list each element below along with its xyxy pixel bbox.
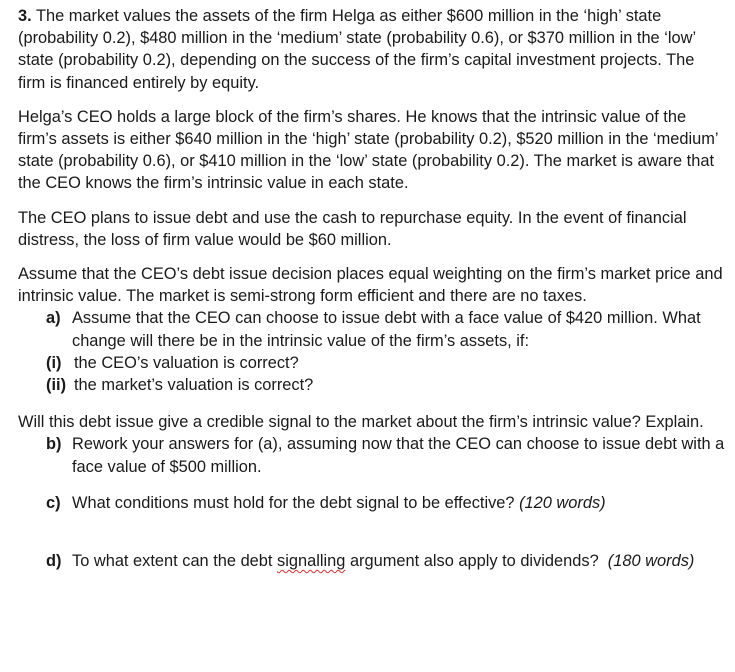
part-b-item (46, 433, 725, 477)
part-a-text: Assume that the CEO can choose to issue debt with a face value of $420 million. What change will there be in the intrinsic value of the firm’s assets, if: (72, 309, 701, 350)
part-a (18, 307, 725, 396)
question-intro (18, 5, 725, 94)
part-d-text-before: To what extent can the debt (72, 552, 273, 571)
spellcheck-flagged-word: signalling (277, 552, 346, 571)
part-a-i-text: the CEO’s valuation is correct? (74, 353, 299, 372)
debt-plan-paragraph: The CEO plans to issue debt and use the cash to repurchase equity. In the event of financial distress, the loss of firm value would be $60 million. (18, 208, 687, 249)
part-c-item (46, 492, 725, 514)
part-a-ii (46, 374, 725, 396)
part-c-word-limit: (120 words) (519, 493, 606, 512)
part-b (18, 433, 725, 477)
part-a-ii-label: (ii) (46, 376, 67, 395)
ceo-knowledge-paragraph: Helga’s CEO holds a large block of the firm’s shares. He knows that the intrinsic value of the firm’s assets is either $640 million in the ‘high’ state (probability 0.2), $520 million in the ‘medium’ state (probability 0.6), or $410 million in the ‘low’ state (probability 0.2). The market is aware that the CEO knows the firm’s intrinsic value in each state. (18, 107, 718, 193)
part-a-ii-text: the market’s valuation is correct? (74, 376, 314, 395)
part-d-word-limit-1: (180 (607, 552, 641, 571)
question-number: 3. (18, 7, 32, 25)
part-c (18, 492, 725, 514)
part-a-item (46, 307, 725, 351)
part-b-label: b) (46, 435, 62, 454)
intro-text: The market values the assets of the firm Helga as either $600 million in the ‘high’ state (probability 0.2), $480 million in the ‘medium’ state (probability 0.6), or $370 million in the ‘low’ state (probability 0.2), depending on the success of the firm’s capital investment projects. The firm is financed entirely by equity. (18, 7, 696, 92)
part-d-label: d) (46, 552, 62, 571)
assumptions-paragraph: Assume that the CEO’s debt issue decision places equal weighting on the firm’s market price and intrinsic value. The market is semi-strong form efficient and there are no taxes. (18, 265, 723, 306)
part-c-label: c) (46, 493, 61, 512)
part-d-item (46, 550, 725, 572)
part-d (18, 550, 725, 572)
part-d-word-limit-2: words) (645, 552, 695, 571)
signal-question: Will this debt issue give a credible signal to the market about the firm’s intrinsic value? Explain. (18, 413, 704, 432)
part-a-label: a) (46, 309, 61, 328)
part-c-text: What conditions must hold for the debt signal to be effective? (72, 493, 515, 512)
part-a-i (46, 352, 725, 374)
part-b-text: Rework your answers for (a), assuming now that the CEO can choose to issue debt with a face value of $500 million. (72, 435, 725, 476)
part-d-text-after: argument also apply to dividends? (349, 552, 599, 571)
part-a-i-label: (i) (46, 353, 62, 372)
